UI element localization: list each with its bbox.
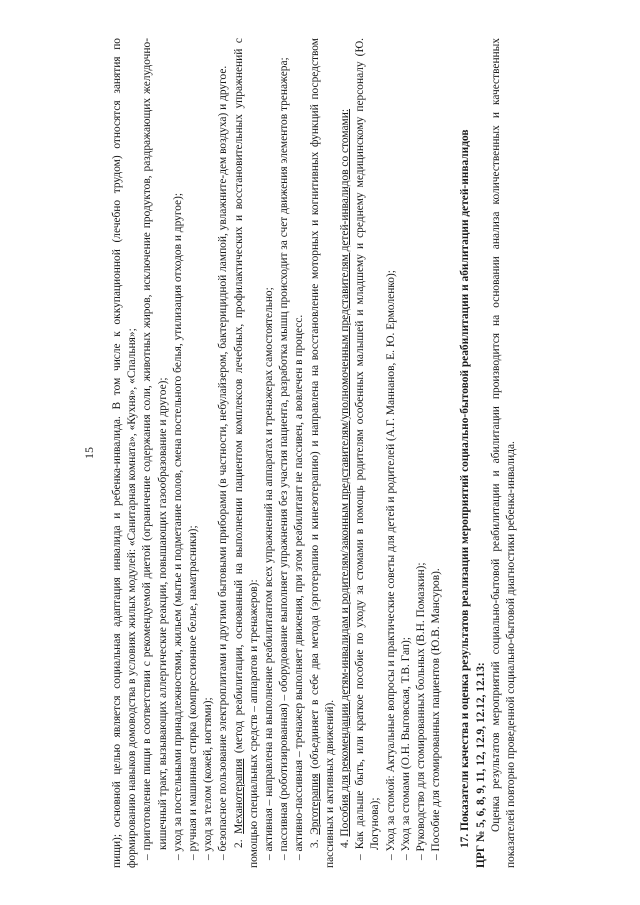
list-item: – безопасное пользование электроплитами и другими бытовыми приборами (в частности, небулайзером, бактерицидной лампой, увлажните-дем воздуха) и другое. [217,65,230,860]
item-number: 2. [232,839,245,848]
item-term: Пособия для рекомендации детям-инвалидам и родителям/законным представителям/уполномоченным представителям детей-инвалидов со стомами: [339,108,352,837]
item-manuals [338,38,353,868]
section-codes: ЦРГ № 5, 6, 8, 9, 11, 12, 12.9, 12.12, 12.13: [474,662,487,868]
mechanotherapy-types-list [262,38,308,868]
rotated-page-content [82,38,602,868]
list-item: – пассивная (роботизированная) – оборудование выполняет упражнения без участия пациента, разработка мышц происходит за счет движения элементов тренажера; [278,57,291,860]
paragraph-occupational-therapy: пищи); основной целью является социальная адаптация инвалида и ребенка-инвалида. В том числе к оккупационной (лечебно трудом) относятся занятия по формированию навыков домоводства в условиях жилых модулей: «Санитарная комната», «Кухня», «Спальня»; [111,38,139,868]
item-term: Механотерапия [232,758,245,834]
manuals-list [353,38,444,868]
section-paragraph: Оценка результатов мероприятий социально-бытовой реабилитации и абилитации производится на основании анализа количественных и качественных показателей повторно проведенной социально-бытовой диагностики ребенка-инвалида. [489,38,518,868]
item-term: Эрготерапия [308,773,321,835]
list-item: – уход за постельными принадлежностями, жильем (мытье и подметание полов, смена постельного белья, утилизация отходов и другое); [171,192,184,860]
item-number: 3. [308,839,321,848]
list-item: – активно-пассивная – тренажер выполняет движения, при этом реабилитант не пассивен, а вовлечен в процесс. [293,314,306,860]
list-item: – Руководство для стомированных больных (В.Н. Помазкин); [415,562,428,860]
list-item: – Уход за стомами (О.Н. Выговская, Т.В. Гап); [399,637,412,860]
section-heading: 17. Показатели качества и оценка результатов реализации мероприятий социально-бытовой реабилитации и абилитации детей-инвалидов [459,129,472,848]
item-text: (метод реабилитации, основанный на выполнении пациентом комплексов лечебных, профилактических и восстановительных упражнений с помощью специальных средств – аппаратов и тренажеров): [232,38,260,868]
list-item: – Пособие для стомированных пациентов (Ю.В. Мансуров). [430,568,443,860]
list-item: – ручная и машинная стирка (компрессионное белье, наматрасники); [187,525,200,860]
item-ergotherapy [308,38,338,868]
household-skills-list [140,38,231,868]
list-item: – Уход за стомой: Актуальные вопросы и практические советы для детей и родителей (А.Г. Маннанов, Е. Ю. Ермоленко); [384,270,397,860]
item-text: (объединяет в себе два метода (эрготерапию и кинезотерапию) и направлена на восстановление моторных и когнитивных функций посредством пассивных и активных движений). [308,38,336,868]
list-item: – приготовление пищи в соответствии с рекомендуемой диетой (ограничение содержания соли, животных жиров, исключение продуктов, раздражающих желудочно-кишечный тракт, вызывающих аллергические реакции, повышающих газообразование и другое); [141,38,169,860]
list-item: – Как дальше быть, или краткое пособие по уходу за стомами в помощь родителям особенных малышей и младшему и среднему медицинскому персоналу (Ю. Логунова); [354,38,382,860]
list-item: – уход за телом (кожей, ногтями); [202,697,215,860]
page-number: 15 [82,447,96,459]
item-number: 4. [339,839,352,848]
item-mechanotherapy [232,38,262,868]
list-item: – активная – направлена на выполнение реабилитантом всех упражнений на аппаратах и тренажерах самостоятельно; [263,287,276,860]
document-body [110,38,519,868]
